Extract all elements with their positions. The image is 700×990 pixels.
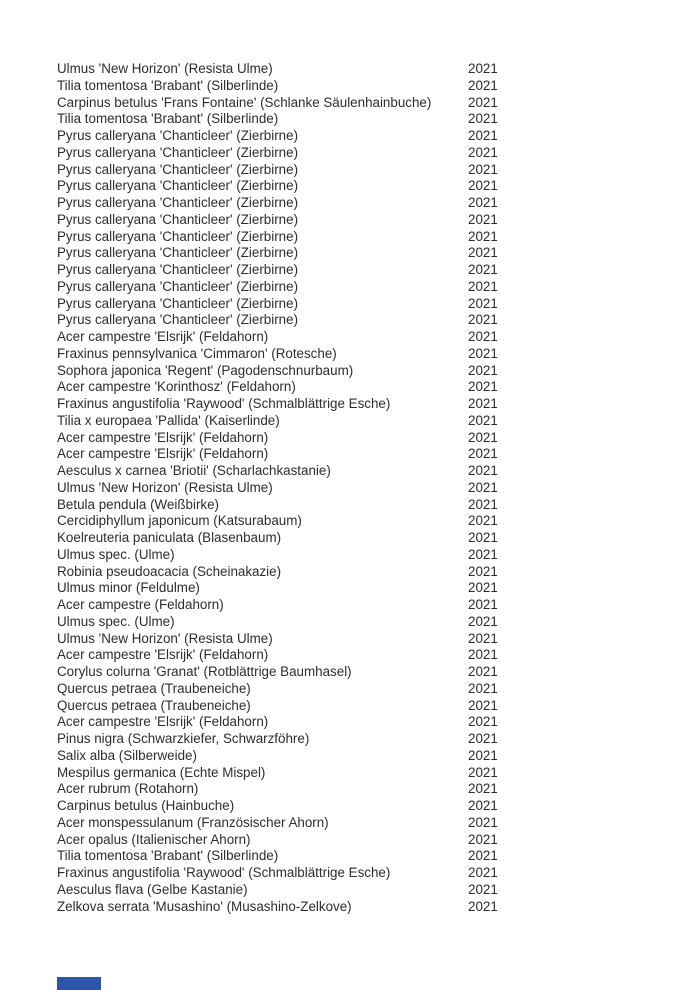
tree-name: Robinia pseudoacacia (Scheinakazie) <box>57 563 282 579</box>
tree-row <box>57 547 657 564</box>
tree-row <box>57 698 657 715</box>
tree-year: 2021 <box>468 345 498 361</box>
tree-year: 2021 <box>468 546 498 562</box>
tree-row <box>57 78 657 95</box>
tree-year: 2021 <box>468 496 498 512</box>
tree-name: Pyrus calleryana 'Chanticleer' (Zierbirne) <box>57 211 299 227</box>
tree-name: Tilia tomentosa 'Brabant' (Silberlinde) <box>57 848 279 864</box>
tree-row <box>57 229 657 246</box>
tree-name: Pyrus calleryana 'Chanticleer' (Zierbirne) <box>57 195 299 210</box>
tree-row <box>57 765 657 782</box>
tree-name: Zelkova serrata 'Musashino' (Musashino-Zelkove) <box>57 898 352 914</box>
tree-row <box>57 346 657 363</box>
tree-name: Acer campestre 'Korinthosz' (Feldahorn) <box>57 379 296 395</box>
tree-year: 2021 <box>468 94 498 110</box>
tree-row <box>57 212 657 229</box>
tree-year: 2021 <box>468 513 498 529</box>
tree-name: Corylus colurna 'Granat' (Rotblättrige Baumhasel) <box>57 664 352 679</box>
tree-row <box>57 162 657 179</box>
tree-name: Carpinus betulus 'Frans Fontaine' (Schlanke Säulenhainbuche) <box>57 94 432 110</box>
tree-row <box>57 513 657 530</box>
tree-name: Pyrus calleryana 'Chanticleer' (Zierbirne) <box>57 128 299 143</box>
tree-year: 2021 <box>468 396 498 411</box>
tree-name: Pyrus calleryana 'Chanticleer' (Zierbirne) <box>57 228 299 244</box>
tree-name: Quercus petraea (Traubeneiche) <box>57 697 251 713</box>
tree-row <box>57 848 657 865</box>
tree-year: 2021 <box>468 898 498 914</box>
footer-partial-element[interactable] <box>57 977 101 990</box>
tree-row <box>57 597 657 614</box>
tree-row <box>57 580 657 597</box>
tree-name: Acer rubrum (Rotahorn) <box>57 781 199 797</box>
tree-name: Sophora japonica 'Regent' (Pagodenschnurbaum) <box>57 362 354 378</box>
tree-name: Acer campestre (Feldahorn) <box>57 597 224 612</box>
tree-name: Cercidiphyllum japonicum (Katsurabaum) <box>57 513 302 529</box>
tree-name: Tilia tomentosa 'Brabant' (Silberlinde) <box>57 77 279 93</box>
tree-row <box>57 396 657 413</box>
tree-row <box>57 379 657 396</box>
tree-row <box>57 664 657 681</box>
tree-row <box>57 430 657 447</box>
tree-name: Ulmus spec. (Ulme) <box>57 546 175 562</box>
tree-year: 2021 <box>468 329 498 344</box>
tree-row <box>57 245 657 262</box>
tree-year: 2021 <box>468 479 498 495</box>
tree-name: Pinus nigra (Schwarzkiefer, Schwarzföhre) <box>57 731 310 746</box>
tree-row <box>57 832 657 849</box>
tree-year: 2021 <box>468 61 498 76</box>
tree-year: 2021 <box>468 865 498 880</box>
tree-year: 2021 <box>468 362 498 378</box>
tree-name: Fraxinus angustifolia 'Raywood' (Schmalblättrige Esche) <box>57 865 391 880</box>
tree-year: 2021 <box>468 563 498 579</box>
tree-name: Fraxinus pennsylvanica 'Cimmaron' (Rotesche) <box>57 345 337 361</box>
tree-year: 2021 <box>468 697 498 713</box>
tree-name: Pyrus calleryana 'Chanticleer' (Zierbirne) <box>57 262 299 277</box>
tree-row <box>57 111 657 128</box>
tree-year: 2021 <box>468 798 498 813</box>
tree-name: Acer opalus (Italienischer Ahorn) <box>57 831 251 847</box>
tree-list <box>57 61 657 915</box>
tree-name: Aesculus x carnea 'Briotii' (Scharlachkastanie) <box>57 463 331 478</box>
tree-name: Fraxinus angustifolia 'Raywood' (Schmalblättrige Esche) <box>57 396 391 411</box>
tree-year: 2021 <box>468 831 498 847</box>
tree-name: Acer campestre 'Elsrijk' (Feldahorn) <box>57 429 269 445</box>
tree-name: Ulmus 'New Horizon' (Resista Ulme) <box>57 479 273 495</box>
tree-year: 2021 <box>468 178 498 194</box>
tree-year: 2021 <box>468 312 498 328</box>
tree-name: Salix alba (Silberweide) <box>57 747 197 763</box>
tree-name: Koelreuteria paniculata (Blasenbaum) <box>57 530 282 545</box>
tree-row <box>57 363 657 380</box>
tree-year: 2021 <box>468 630 498 646</box>
tree-year: 2021 <box>468 161 498 177</box>
tree-year: 2021 <box>468 245 498 261</box>
tree-name: Betula pendula (Weißbirke) <box>57 496 220 512</box>
tree-row <box>57 614 657 631</box>
tree-row <box>57 631 657 648</box>
tree-row <box>57 714 657 731</box>
tree-year: 2021 <box>468 228 498 244</box>
tree-row <box>57 329 657 346</box>
tree-year: 2021 <box>468 211 498 227</box>
tree-year: 2021 <box>468 530 498 545</box>
tree-name: Ulmus minor (Feldulme) <box>57 580 200 596</box>
tree-name: Tilia tomentosa 'Brabant' (Silberlinde) <box>57 111 279 127</box>
tree-row <box>57 748 657 765</box>
tree-row <box>57 731 657 748</box>
tree-year: 2021 <box>468 144 498 160</box>
tree-row <box>57 296 657 313</box>
tree-year: 2021 <box>468 77 498 93</box>
tree-name: Carpinus betulus (Hainbuche) <box>57 798 235 813</box>
tree-row <box>57 899 657 916</box>
tree-row <box>57 262 657 279</box>
tree-year: 2021 <box>468 580 498 596</box>
tree-row <box>57 279 657 296</box>
tree-name: Acer campestre 'Elsrijk' (Feldahorn) <box>57 446 269 462</box>
tree-row <box>57 178 657 195</box>
tree-row <box>57 145 657 162</box>
tree-year: 2021 <box>468 429 498 445</box>
tree-row <box>57 647 657 664</box>
tree-row <box>57 446 657 463</box>
tree-name: Acer campestre 'Elsrijk' (Feldahorn) <box>57 329 269 344</box>
tree-year: 2021 <box>468 731 498 746</box>
tree-year: 2021 <box>468 764 498 780</box>
tree-year: 2021 <box>468 463 498 478</box>
tree-year: 2021 <box>468 647 498 663</box>
tree-row <box>57 882 657 899</box>
tree-year: 2021 <box>468 680 498 696</box>
tree-year: 2021 <box>468 747 498 763</box>
tree-name: Acer campestre 'Elsrijk' (Feldahorn) <box>57 647 269 663</box>
tree-row <box>57 530 657 547</box>
tree-name: Acer monspessulanum (Französischer Ahorn) <box>57 814 329 830</box>
tree-name: Ulmus 'New Horizon' (Resista Ulme) <box>57 61 273 76</box>
tree-row <box>57 564 657 581</box>
tree-year: 2021 <box>468 613 498 629</box>
tree-row <box>57 681 657 698</box>
tree-year: 2021 <box>468 848 498 864</box>
tree-year: 2021 <box>468 881 498 897</box>
tree-row <box>57 815 657 832</box>
tree-name: Aesculus flava (Gelbe Kastanie) <box>57 881 248 897</box>
tree-name: Pyrus calleryana 'Chanticleer' (Zierbirne) <box>57 245 299 261</box>
tree-year: 2021 <box>468 412 498 428</box>
tree-name: Tilia x europaea 'Pallida' (Kaiserlinde) <box>57 412 280 428</box>
tree-year: 2021 <box>468 664 498 679</box>
tree-year: 2021 <box>468 278 498 294</box>
tree-year: 2021 <box>468 379 498 395</box>
tree-name: Ulmus 'New Horizon' (Resista Ulme) <box>57 630 273 646</box>
tree-row <box>57 95 657 112</box>
tree-year: 2021 <box>468 814 498 830</box>
tree-row <box>57 463 657 480</box>
tree-name: Acer campestre 'Elsrijk' (Feldahorn) <box>57 714 269 730</box>
tree-row <box>57 195 657 212</box>
tree-name: Quercus petraea (Traubeneiche) <box>57 680 251 696</box>
tree-year: 2021 <box>468 195 498 210</box>
tree-year: 2021 <box>468 597 498 612</box>
tree-name: Pyrus calleryana 'Chanticleer' (Zierbirne) <box>57 178 299 194</box>
tree-year: 2021 <box>468 714 498 730</box>
tree-year: 2021 <box>468 295 498 311</box>
tree-row <box>57 865 657 882</box>
tree-row <box>57 312 657 329</box>
tree-year: 2021 <box>468 128 498 143</box>
tree-name: Pyrus calleryana 'Chanticleer' (Zierbirne) <box>57 295 299 311</box>
tree-row <box>57 413 657 430</box>
tree-year: 2021 <box>468 262 498 277</box>
tree-row <box>57 61 657 78</box>
tree-row <box>57 781 657 798</box>
tree-row <box>57 497 657 514</box>
tree-name: Pyrus calleryana 'Chanticleer' (Zierbirne) <box>57 161 299 177</box>
tree-year: 2021 <box>468 111 498 127</box>
tree-name: Mespilus germanica (Echte Mispel) <box>57 764 266 780</box>
tree-name: Ulmus spec. (Ulme) <box>57 613 175 629</box>
tree-row <box>57 128 657 145</box>
tree-name: Pyrus calleryana 'Chanticleer' (Zierbirne) <box>57 278 299 294</box>
tree-name: Pyrus calleryana 'Chanticleer' (Zierbirne) <box>57 312 299 328</box>
tree-row <box>57 798 657 815</box>
tree-row <box>57 480 657 497</box>
tree-year: 2021 <box>468 781 498 797</box>
tree-name: Pyrus calleryana 'Chanticleer' (Zierbirne) <box>57 144 299 160</box>
tree-year: 2021 <box>468 446 498 462</box>
